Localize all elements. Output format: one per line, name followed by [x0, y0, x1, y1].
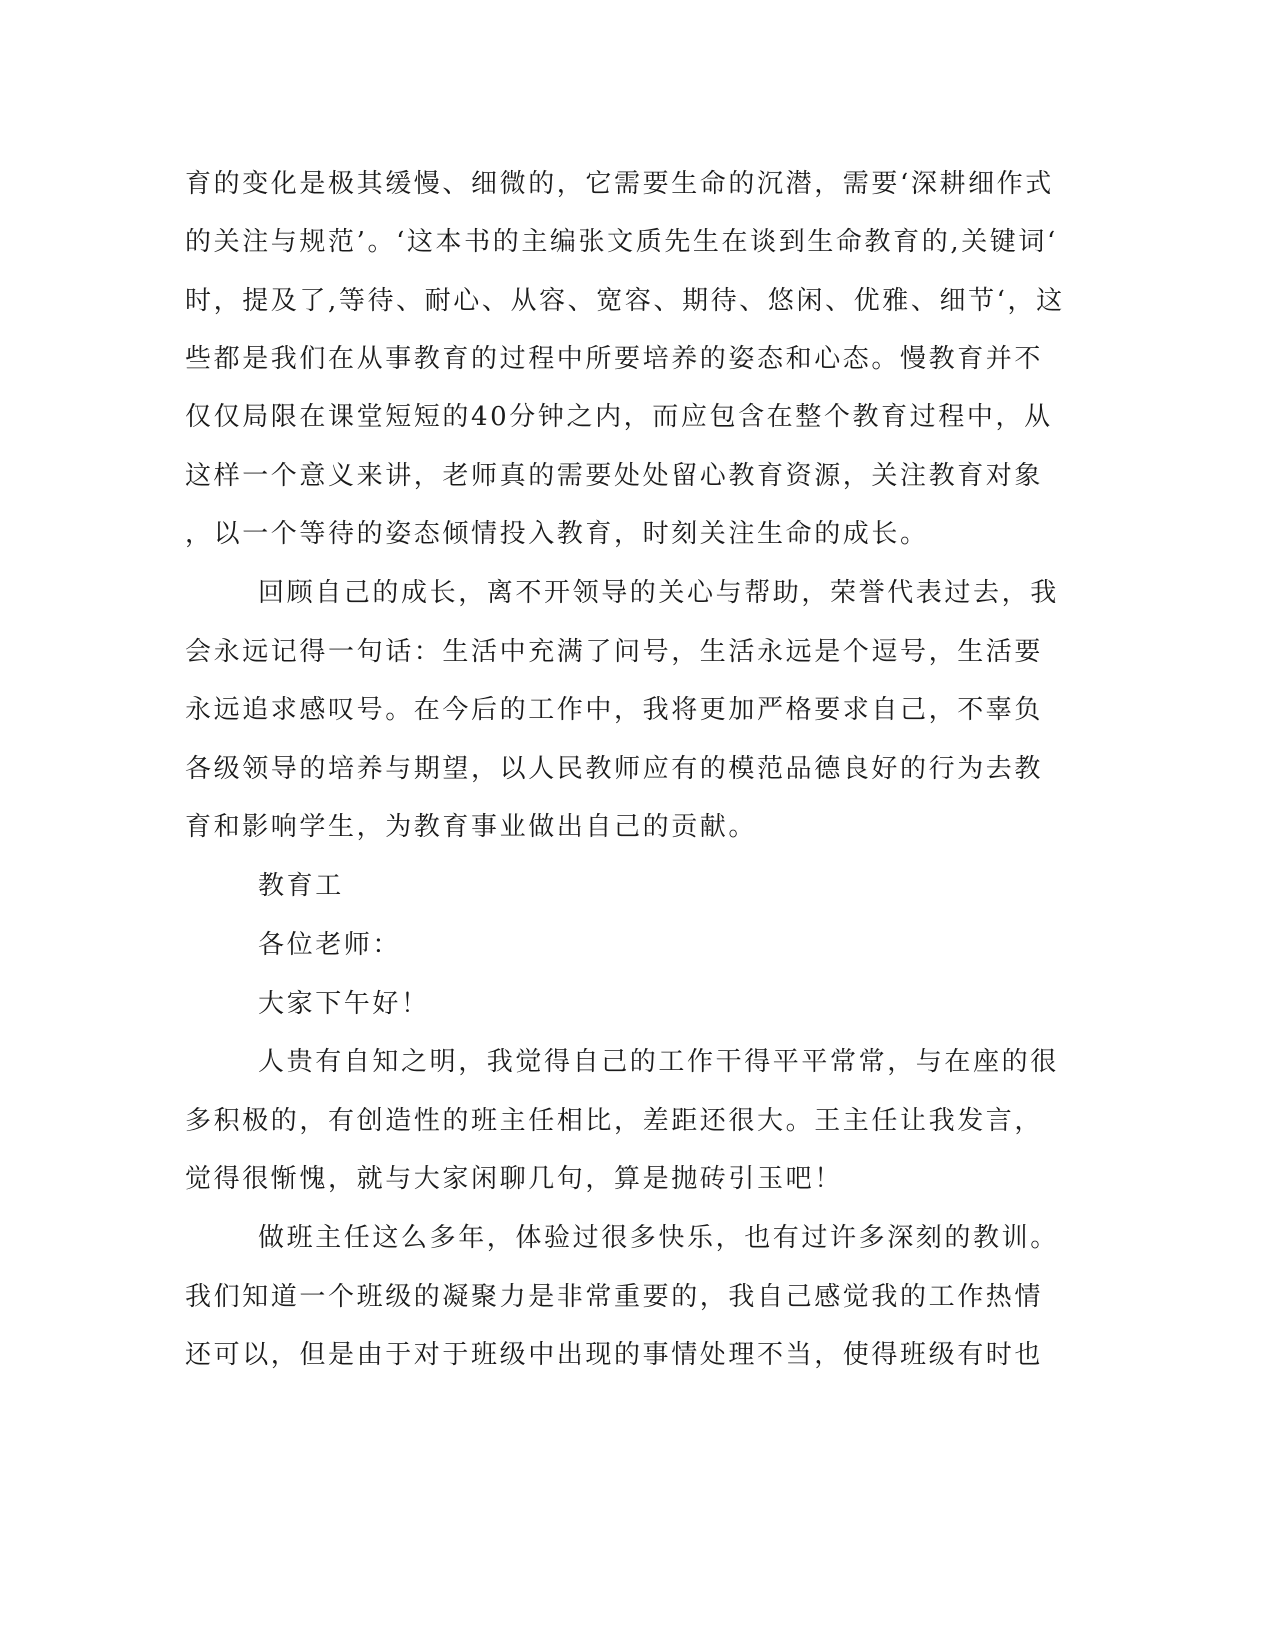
text-line: 会永远记得一句话：生活中充满了问号，生活永远是个逗号，生活要 — [185, 637, 1044, 667]
paragraph-start-line: 做班主任这么多年，体验过很多快乐，也有过许多深刻的教训。 — [258, 1223, 1059, 1253]
text-line: 些都是我们在从事教育的过程中所要培养的姿态和心态。慢教育并不 — [185, 344, 1044, 374]
text-line: 育和影响学生，为教育事业做出自己的贡献。 — [185, 812, 758, 842]
text-line: 育的变化是极其缓慢、细微的，它需要生命的沉潜，需要‘深耕细作式 — [185, 169, 1054, 199]
text-line: 仅仅局限在课堂短短的40分钟之内，而应包含在整个教育过程中，从 — [185, 402, 1053, 432]
text-line: 各级领导的培养与期望，以人民教师应有的模范品德良好的行为去教 — [185, 754, 1044, 784]
text-line: 永远追求感叹号。在今后的工作中，我将更加严格要求自己，不辜负 — [185, 695, 1044, 725]
text-line: 这样一个意义来讲，老师真的需要处处留心教育资源，关注教育对象 — [185, 461, 1044, 491]
text-line: 我们知道一个班级的凝聚力是非常重要的，我自己感觉我的工作热情 — [185, 1282, 1044, 1312]
text-line: 多积极的，有创造性的班主任相比，差距还很大。王主任让我发言， — [185, 1106, 1044, 1136]
text-line: 时，提及了,等待、耐心、从容、宽容、期待、悠闲、优雅、细节‘，这 — [185, 286, 1065, 316]
paragraph-start-line: 人贵有自知之明，我觉得自己的工作干得平平常常，与在座的很 — [258, 1047, 1059, 1077]
text-line: ，以一个等待的姿态倾情投入教育，时刻关注生命的成长。 — [185, 519, 929, 549]
salutation: 各位老师： — [258, 930, 402, 960]
greeting: 大家下午好！ — [258, 989, 430, 1019]
paragraph-start-line: 回顾自己的成长，离不开领导的关心与帮助，荣誉代表过去，我 — [258, 578, 1059, 608]
text-line: 觉得很惭愧，就与大家闲聊几句，算是抛砖引玉吧！ — [185, 1164, 843, 1194]
text-line: 的关注与规范’。‘这本书的主编张文质先生在谈到生命教育的,关键词‘ — [185, 227, 1058, 257]
section-heading: 教育工 — [258, 871, 344, 901]
text-line: 还可以，但是由于对于班级中出现的事情处理不当，使得班级有时也 — [185, 1340, 1044, 1370]
